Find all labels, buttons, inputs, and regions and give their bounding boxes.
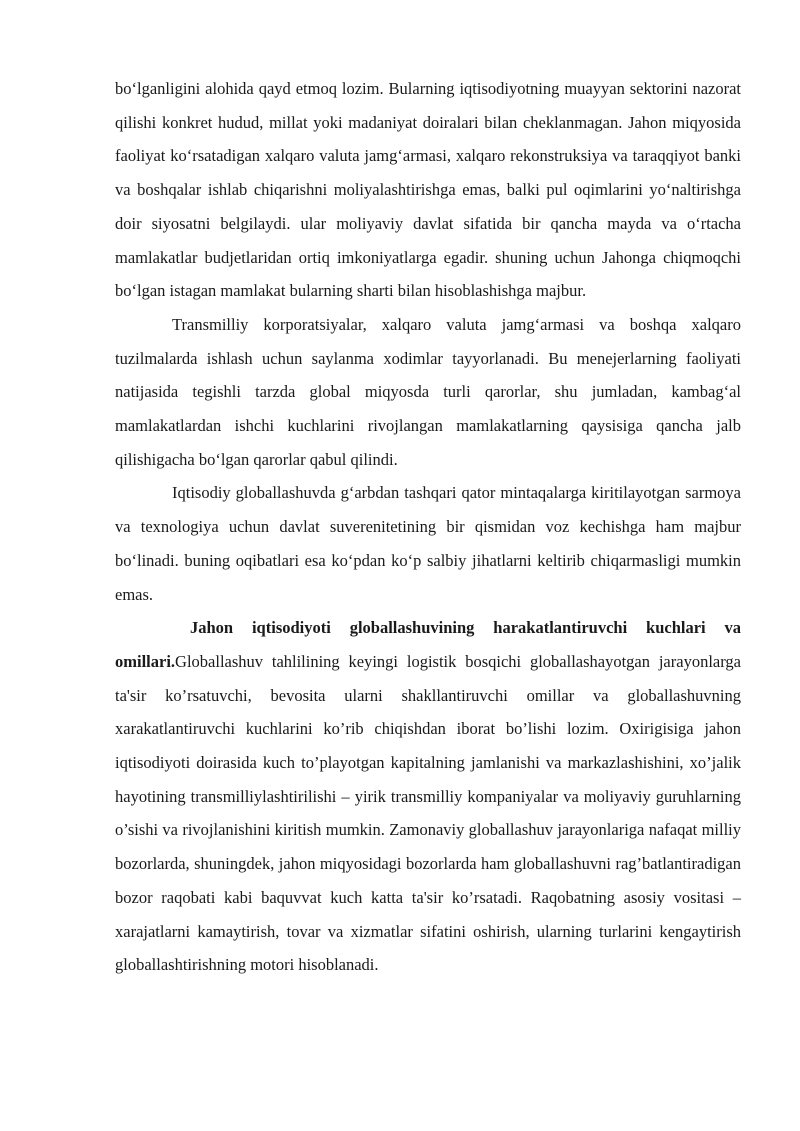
paragraph-4-text: Globallashuv tahlilining keyingi logistik bosqichi globallashayotgan jarayonlarga ta'sir ko’rsatuvchi, bevosita ularni shakllantiruvchi omillar va globallashuvning xarakatlantiruvchi kuchlarini ko’rib chiqishdan iborat bo’lishi lozim. Oxirigisiga jahon iqtisodiyoti doirasida kuch to’playotgan kapitalning jamlanishi va markazlashishini, xo’jalik hayotining transmilliylashtirilishi – yirik transmilliy kompaniyalar va moliyaviy guruhlarning o’sishi va rivojlanishini kiritish mumkin. Zamonaviy globallashuv jarayonlariga nafaqat milliy bozorlarda, shuningdek, jahon miqyosidagi bozorlarda ham globallashuvni rag’batlantiradigan bozor raqobati kabi baquvvat kuch katta ta'sir ko’rsatadi. Raqobatning asosiy vositasi – xarajatlarni kamaytirish, tovar va xizmatlar sifatini oshirish, ularning turlarini kengaytirish globallashtirishning motori hisoblanadi. — [115, 651, 741, 975]
paragraph-2-text: Transmilliy korporatsiyalar, xalqaro valuta jamg‘armasi va boshqa xalqaro tuzilmalarda ishlash uchun saylanma xodimlar tayyorlanadi. Bu menejerlarning faoliyati natijasida tegishli tarzda global miqyosda turli qarorlar, shu jumladan, kambag‘al mamlakatlardan ishchi kuchlarini rivojlangan mamlakatlarning qaysisiga qancha jalb qilishigacha bo‘lgan qarorlar qabul qilindi. — [115, 314, 741, 469]
paragraph-3-text: Iqtisodiy globallashuvda g‘arbdan tashqari qator mintaqalarga kiritilayotgan sarmoya va texnologiya uchun davlat suverenitetining bir qismidan voz kechishga ham majbur bo‘linadi. buning oqibatlari esa ko‘pdan ko‘p salbiy jihatlarni keltirib chiqarmasligi mumkin emas. — [115, 483, 741, 604]
paragraph-2 — [115, 308, 741, 477]
paragraph-1 — [115, 72, 741, 308]
paragraph-4 — [115, 611, 741, 982]
section-heading: Jahon iqtisodiyoti globallashuvining harakatlantiruvchi kuchlari va omillari. — [115, 618, 741, 671]
paragraph-1-text: bo‘lganligini alohida qayd etmoq lozim. Bularning iqtisodiyotning muayyan sektorini nazorat qilishi konkret hudud, millat yoki madaniyat doiralari bilan cheklanmagan. Jahon miqyosida faoliyat ko‘rsatadigan xalqaro valuta jamg‘armasi, xalqaro rekonstruksiya va taraqqiyot banki va boshqalar ishlab chiqarishni moliyalashtirishga emas, balki pul oqimlarini yo‘naltirishga doir siyosatni belgilaydi. ular moliyaviy davlat sifatida bir qancha mayda va o‘rtacha mamlakatlar budjetlaridan ortiq imkoniyatlarga egadir. shuning uchun Jahonga chiqmoqchi bo‘lgan istagan mamlakat bularning sharti bilan hisoblashishga majbur. — [115, 79, 741, 301]
paragraph-3 — [115, 476, 741, 611]
document-page — [115, 72, 741, 982]
